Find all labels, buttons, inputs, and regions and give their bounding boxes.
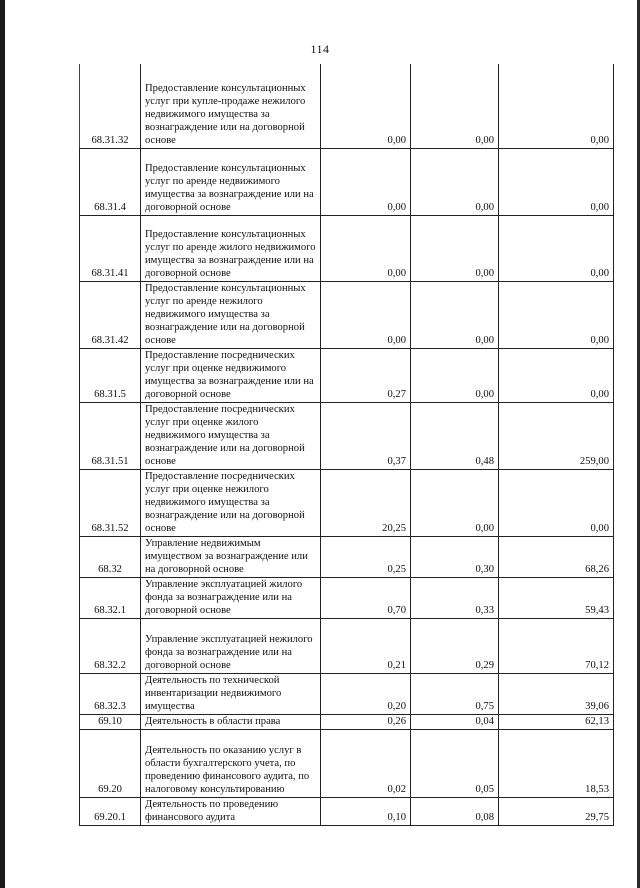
value-col-1: 0,02: [321, 729, 411, 797]
okved-code: 68.31.32: [80, 64, 141, 148]
value-col-2: 0,00: [411, 281, 499, 348]
value-col-1: 0,26: [321, 714, 411, 729]
table-row: [80, 618, 614, 673]
value-col-2: 0,75: [411, 673, 499, 714]
okved-code: 68.32.1: [80, 577, 141, 618]
activity-name: Управление эксплуатацией жилого фонда за вознаграждение или на договорной основе: [141, 577, 321, 618]
value-col-2: 0,04: [411, 714, 499, 729]
value-col-3: 39,06: [499, 673, 614, 714]
table-row: [80, 148, 614, 215]
value-col-3: 0,00: [499, 215, 614, 281]
activity-name: Деятельность по проведению финансового аудита: [141, 797, 321, 825]
table-row: [80, 215, 614, 281]
value-col-2: 0,00: [411, 348, 499, 402]
table-row: [80, 714, 614, 729]
table-row: [80, 402, 614, 469]
value-col-3: 18,53: [499, 729, 614, 797]
activity-name: Деятельность в области права: [141, 714, 321, 729]
activity-name: Управление недвижимым имуществом за вознаграждение или на договорной основе: [141, 536, 321, 577]
activity-name: Предоставление консультационных услуг по аренде нежилого недвижимого имущества за вознаграждение или на договорной основе: [141, 281, 321, 348]
page-number: 114: [310, 42, 330, 56]
table-row: [80, 64, 614, 148]
value-col-3: 59,43: [499, 577, 614, 618]
value-col-3: 0,00: [499, 64, 614, 148]
okved-code: 68.31.52: [80, 469, 141, 536]
value-col-1: 0,10: [321, 797, 411, 825]
value-col-3: 0,00: [499, 148, 614, 215]
value-col-2: 0,00: [411, 148, 499, 215]
activity-name: Предоставление консультационных услуг при купле-продаже нежилого недвижимого имущества за вознаграждение или на договорной основе: [141, 64, 321, 148]
value-col-1: 0,25: [321, 536, 411, 577]
activity-name: Предоставление посреднических услуг при оценке нежилого недвижимого имущества за вознаграждение или на договорной основе: [141, 469, 321, 536]
okved-code: 68.32: [80, 536, 141, 577]
activity-name: Предоставление посреднических услуг при оценке недвижимого имущества за вознаграждение или на договорной основе: [141, 348, 321, 402]
table-row: [80, 536, 614, 577]
value-col-2: 0,00: [411, 64, 499, 148]
activity-name: Предоставление посреднических услуг при оценке жилого недвижимого имущества за вознаграждение или на договорной основе: [141, 402, 321, 469]
value-col-3: 29,75: [499, 797, 614, 825]
value-col-3: 0,00: [499, 281, 614, 348]
okved-code: 68.31.5: [80, 348, 141, 402]
table-row: [80, 797, 614, 825]
value-col-2: 0,48: [411, 402, 499, 469]
value-col-3: 259,00: [499, 402, 614, 469]
value-col-3: 0,00: [499, 469, 614, 536]
value-col-2: 0,29: [411, 618, 499, 673]
value-col-1: 0,20: [321, 673, 411, 714]
value-col-1: 20,25: [321, 469, 411, 536]
table-row: [80, 281, 614, 348]
okved-code: 68.32.2: [80, 618, 141, 673]
activity-name: Управление эксплуатацией нежилого фонда за вознаграждение или на договорной основе: [141, 618, 321, 673]
table-row: [80, 729, 614, 797]
okved-code: 68.31.51: [80, 402, 141, 469]
table-row: [80, 673, 614, 714]
value-col-1: 0,70: [321, 577, 411, 618]
value-col-2: 0,00: [411, 469, 499, 536]
table-row: [80, 348, 614, 402]
table-row: [80, 469, 614, 536]
okved-code: 69.10: [80, 714, 141, 729]
okved-code: 68.31.42: [80, 281, 141, 348]
okved-code: 69.20: [80, 729, 141, 797]
activity-name: Предоставление консультационных услуг по аренде недвижимого имущества за вознаграждение или на договорной основе: [141, 148, 321, 215]
activity-name: Предоставление консультационных услуг по аренде жилого недвижимого имущества за вознаграждение или на договорной основе: [141, 215, 321, 281]
value-col-3: 70,12: [499, 618, 614, 673]
value-col-2: 0,33: [411, 577, 499, 618]
value-col-3: 0,00: [499, 348, 614, 402]
value-col-3: 62,13: [499, 714, 614, 729]
value-col-2: 0,00: [411, 215, 499, 281]
value-col-2: 0,30: [411, 536, 499, 577]
value-col-1: 0,00: [321, 215, 411, 281]
value-col-1: 0,37: [321, 402, 411, 469]
value-col-3: 68,26: [499, 536, 614, 577]
table-row: [80, 577, 614, 618]
value-col-2: 0,08: [411, 797, 499, 825]
data-table: [79, 64, 614, 826]
value-col-1: 0,00: [321, 148, 411, 215]
okved-code: 68.31.4: [80, 148, 141, 215]
value-col-1: 0,27: [321, 348, 411, 402]
value-col-1: 0,00: [321, 64, 411, 148]
okved-code: 68.32.3: [80, 673, 141, 714]
value-col-1: 0,21: [321, 618, 411, 673]
activity-name: Деятельность по оказанию услуг в области бухгалтерского учета, по проведению финансового аудита, по налоговому консультированию: [141, 729, 321, 797]
value-col-2: 0,05: [411, 729, 499, 797]
scan-edge-left: [0, 0, 5, 888]
okved-code: 68.31.41: [80, 215, 141, 281]
okved-code: 69.20.1: [80, 797, 141, 825]
activity-name: Деятельность по технической инвентаризации недвижимого имущества: [141, 673, 321, 714]
value-col-1: 0,00: [321, 281, 411, 348]
